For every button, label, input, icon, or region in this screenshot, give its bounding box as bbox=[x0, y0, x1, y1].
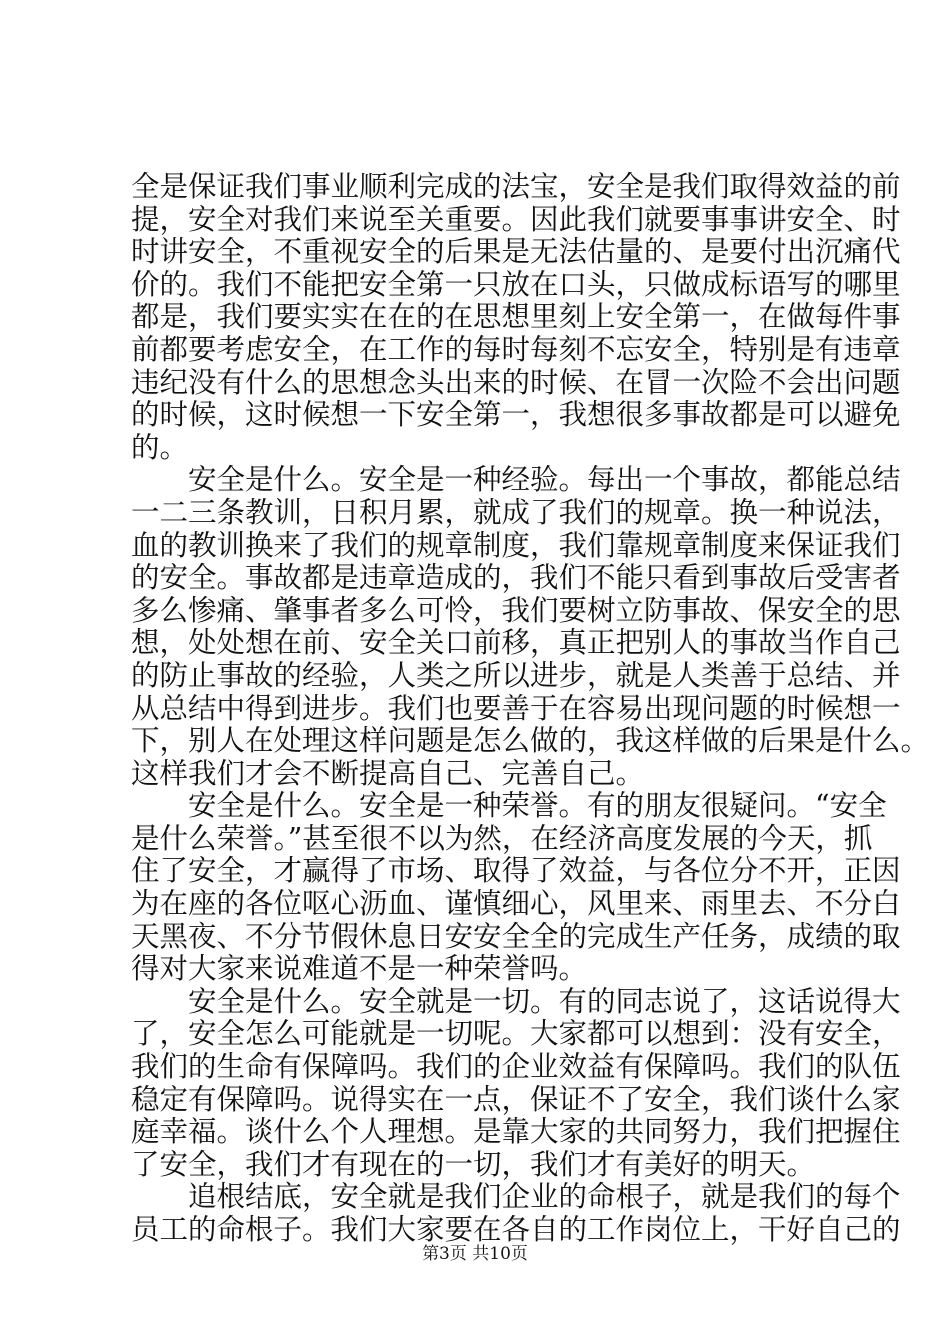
text-line: 从总结中得到进步。我们也要善于在容易出现问题的时候想一 bbox=[131, 691, 901, 725]
text-line: 都是，我们要实实在在的在思想里刻上安全第一，在做每件事 bbox=[131, 300, 901, 334]
text-line: 提，安全对我们来说至关重要。因此我们就要事事讲安全、时 bbox=[131, 202, 901, 236]
text-line: 员工的命根子。我们大家要在各自的工作岗位上，干好自己的 bbox=[131, 1213, 901, 1246]
text-line: 一二三条教训，日积月累，就成了我们的规章。换一种说法， bbox=[131, 495, 901, 529]
text-line: 想，处处想在前、安全关口前移，真正把别人的事故当作自己 bbox=[131, 626, 901, 660]
body-text bbox=[131, 170, 930, 1247]
text-line: 了安全，我们才有现在的一切，我们才有美好的明天。 bbox=[131, 1147, 816, 1181]
text-line: 血的教训换来了我们的规章制度，我们靠规章制度来保证我们 bbox=[131, 528, 901, 562]
text-line: 安全是什么。安全就是一切。有的同志说了，这话说得大 bbox=[131, 984, 901, 1018]
text-line: 是什么荣誉。”甚至很不以为然，在经济高度发展的今天，抓 bbox=[131, 821, 873, 855]
text-line: 了，安全怎么可能就是一切呢。大家都可以想到：没有安全， bbox=[131, 1017, 901, 1051]
text-line: 得对大家来说难道不是一种荣誉吗。 bbox=[131, 952, 588, 986]
text-line: 安全是什么。安全是一种经验。每出一个事故，都能总结 bbox=[131, 463, 901, 497]
text-line: 的防止事故的经验，人类之所以进步，就是人类善于总结、并 bbox=[131, 658, 901, 692]
text-line: 多么惨痛、肇事者多么可怜，我们要树立防事故、保安全的思 bbox=[131, 593, 901, 627]
text-line: 全是保证我们事业顺利完成的法宝，安全是我们取得效益的前 bbox=[131, 170, 901, 203]
text-line: 这样我们才会不断提高自己、完善自己。 bbox=[131, 756, 645, 790]
text-line: 安全是什么。安全是一种荣誉。有的朋友很疑问。“安全 bbox=[131, 789, 887, 823]
text-line: 我们的生命有保障吗。我们的企业效益有保障吗。我们的队伍 bbox=[131, 1050, 901, 1084]
text-line: 违纪没有什么的思想念头出来的时候、在冒一次险不会出问题 bbox=[131, 365, 901, 399]
text-line: 住了安全，才赢得了市场、取得了效益，与各位分不开，正因 bbox=[131, 854, 901, 888]
text-line: 稳定有保障吗。说得实在一点，保证不了安全，我们谈什么家 bbox=[131, 1082, 901, 1116]
text-line: 下，别人在处理这样问题是怎么做的，我这样做的后果是什么。 bbox=[131, 724, 930, 758]
text-line: 庭幸福。谈什么个人理想。是靠大家的共同努力，我们把握住 bbox=[131, 1115, 901, 1149]
page-number-footer: 第3页 共10页 bbox=[422, 1244, 528, 1264]
text-line: 价的。我们不能把安全第一只放在口头，只做成标语写的哪里 bbox=[131, 267, 901, 301]
text-line: 天黑夜、不分节假休息日安安全全的完成生产任务，成绩的取 bbox=[131, 919, 901, 953]
text-line: 前都要考虑安全，在工作的每时每刻不忘安全，特别是有违章 bbox=[131, 332, 901, 366]
text-line: 的时候，这时候想一下安全第一，我想很多事故都是可以避免 bbox=[131, 398, 901, 432]
text-line: 的。 bbox=[131, 430, 189, 464]
text-line: 为在座的各位呕心沥血、谨慎细心，风里来、雨里去、不分白 bbox=[131, 887, 901, 921]
text-line: 的安全。事故都是违章造成的，我们不能只看到事故后受害者 bbox=[131, 561, 901, 595]
text-line: 时讲安全，不重视安全的后果是无法估量的、是要付出沉痛代 bbox=[131, 235, 901, 269]
text-line: 追根结底，安全就是我们企业的命根子，就是我们的每个 bbox=[131, 1180, 901, 1214]
